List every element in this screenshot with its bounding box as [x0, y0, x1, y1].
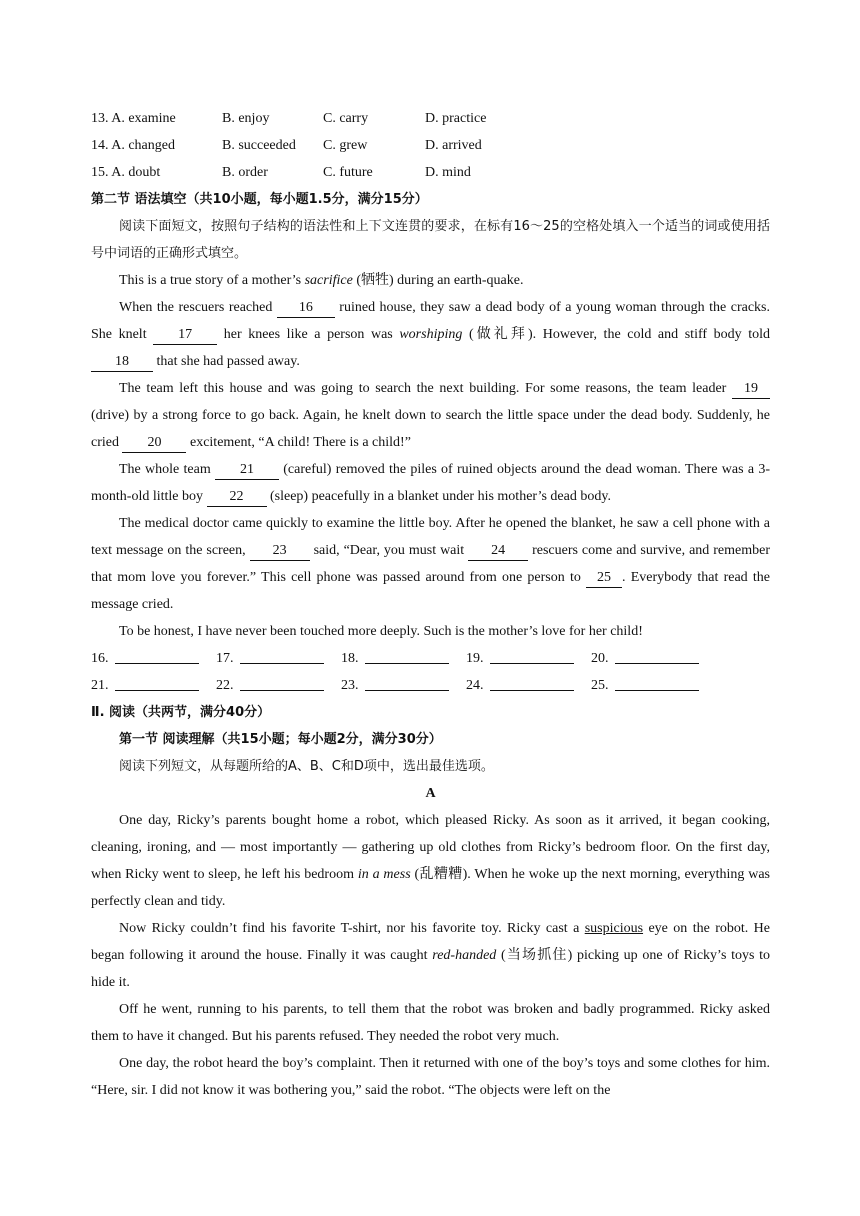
option-c: C. future	[323, 165, 373, 180]
option-row-13	[91, 105, 770, 132]
answer-underline	[240, 674, 324, 691]
blank-16: 16	[277, 299, 335, 318]
text: excitement, “A child! There is a child!”	[186, 435, 411, 450]
blank-22: 22	[207, 488, 267, 507]
text: (牺牲) during an earth-quake.	[352, 273, 524, 288]
option-c: C. grew	[323, 138, 368, 153]
italic-word: worshiping	[399, 327, 463, 342]
page-content	[91, 105, 770, 1104]
section2-instruction: 阅读下面短文，按照句子结构的语法性和上下文连贯的要求，在标有16～25的空格处填入一个适当的词或使用括号中词语的正确形式填空。	[91, 219, 770, 261]
answer-slot	[466, 645, 591, 672]
answer-slot	[341, 645, 466, 672]
answer-underline	[615, 647, 699, 664]
answer-slot	[591, 672, 716, 699]
text: that she had passed away.	[153, 354, 300, 369]
text: One day, Ricky’s parents bought home a robot, which pleased Ricky. As soon as it arrived, it began cooking, cleaning, ironing, and — most importantly — gathering up old clothes from Ricky’s bedroom floor. On the first day, when Ricky went to sleep, he left his bedroom	[91, 813, 770, 882]
text: When the rescuers reached	[119, 300, 277, 315]
blank-21: 21	[215, 461, 279, 480]
answer-number: 19.	[466, 651, 484, 666]
part2-heading: Ⅱ. 阅读（共两节，满分40分）	[91, 705, 271, 720]
blank-18: 18	[91, 353, 153, 372]
story-paragraph-2	[91, 915, 770, 996]
text: The team left this house and was going to search the next building. For some reasons, the team leader	[119, 381, 732, 396]
text: The whole team	[119, 462, 215, 477]
answer-number: 22.	[216, 678, 234, 693]
answer-number: 24.	[466, 678, 484, 693]
passage-letter: A	[425, 786, 436, 801]
text: her knees like a person was	[217, 327, 400, 342]
answer-slot	[591, 645, 716, 672]
section2-heading: 第二节 语法填空（共10小题，每小题1.5分，满分15分）	[91, 192, 428, 207]
answer-number: 20.	[591, 651, 609, 666]
option-a: 13. A. examine	[91, 111, 176, 126]
answer-underline	[115, 647, 199, 664]
text: (乱糟糟). When he woke up the next morning, everything was perfectly clean and tidy.	[91, 867, 770, 909]
italic-word: red-handed	[432, 948, 497, 963]
part2-subheading: 第一节 阅读理解（共15小题；每小题2分，满分30分）	[119, 732, 442, 747]
option-row-14	[91, 132, 770, 159]
text: Now Ricky couldn’t find his favorite T-shirt, nor his favorite toy. Ricky cast a	[119, 921, 585, 936]
option-b: B. succeeded	[222, 138, 296, 153]
answer-underline	[615, 674, 699, 691]
answer-slot	[91, 672, 216, 699]
blank-23: 23	[250, 542, 310, 561]
underlined-word: suspicious	[584, 921, 644, 936]
italic-word: sacrifice	[304, 273, 353, 288]
option-b: B. enjoy	[222, 111, 270, 126]
passage-paragraph-2	[91, 294, 770, 375]
option-b: B. order	[222, 165, 268, 180]
answer-underline	[490, 674, 574, 691]
answer-line-2	[91, 672, 770, 699]
blank-25: 25	[586, 569, 622, 588]
option-d: D. arrived	[425, 138, 482, 153]
passage-paragraph-5	[91, 510, 770, 618]
option-a: 14. A. changed	[91, 138, 175, 153]
answer-underline	[490, 647, 574, 664]
text: (当场抓住) picking up one of Ricky’s toys to hide it.	[91, 948, 771, 990]
answer-slot	[216, 645, 341, 672]
option-d: D. mind	[425, 165, 471, 180]
text: The medical doctor came quickly to examine the little boy. After he opened the blanket, he saw a cell phone with a text message on the screen,	[91, 516, 770, 558]
answer-number: 16.	[91, 651, 109, 666]
option-d: D. practice	[425, 111, 487, 126]
story-paragraph-4: One day, the robot heard the boy’s complaint. Then it returned with one of the boy’s toys and some clothes for him. “Here, sir. I did not know it was bothering you,” said the robot. “The objects were left on the	[91, 1056, 770, 1098]
answer-underline	[365, 647, 449, 664]
text: This is a true story of a mother’s	[119, 273, 305, 288]
blank-17: 17	[153, 326, 217, 345]
text: eye on the robot. He began following it around the house. Finally it was caught	[91, 921, 770, 963]
story-paragraph-3: Off he went, running to his parents, to tell them that the robot was broken and badly programmed. Ricky asked them to have it changed. But his parents refused. They needed the robot very much.	[91, 1002, 770, 1044]
text: (sleep) peacefully in a blanket under his mother’s dead body.	[266, 489, 611, 504]
text: (drive) by a strong force to go back. Again, he knelt down to search the little space under the dead body. Suddenly, he cried	[91, 408, 770, 450]
answer-number: 21.	[91, 678, 109, 693]
part2-instruction: 阅读下列短文，从每题所给的A、B、C和D项中，选出最佳选项。	[119, 759, 494, 774]
passage-paragraph-1	[91, 267, 770, 294]
answer-number: 25.	[591, 678, 609, 693]
answer-number: 18.	[341, 651, 359, 666]
blank-20: 20	[122, 434, 186, 453]
story-paragraph-1	[91, 807, 770, 915]
answer-number: 23.	[341, 678, 359, 693]
option-row-15	[91, 159, 770, 186]
text: (做礼拜). However, the cold and stiff body told	[462, 327, 770, 342]
blank-19: 19	[732, 380, 770, 399]
passage-paragraph-4	[91, 456, 770, 510]
italic-word: in a mess	[357, 867, 411, 882]
option-c: C. carry	[323, 111, 369, 126]
answer-underline	[365, 674, 449, 691]
passage-paragraph-6: To be honest, I have never been touched more deeply. Such is the mother’s love for her child!	[119, 624, 643, 639]
answer-slot	[91, 645, 216, 672]
answer-line-1	[91, 645, 770, 672]
blank-24: 24	[468, 542, 528, 561]
answer-slot	[216, 672, 341, 699]
answer-number: 17.	[216, 651, 234, 666]
text: (careful) removed the piles of ruined objects around the dead woman. There was a 3-month-old little boy	[91, 462, 770, 504]
answer-underline	[115, 674, 199, 691]
text: ruined house, they saw a dead body of a young woman through the cracks. She knelt	[91, 300, 770, 342]
passage-paragraph-3	[91, 375, 770, 456]
text: rescuers come and survive, and remember that mom love you forever.” This cell phone was passed around from one person to	[91, 543, 770, 585]
text: said, “Dear, you must wait	[309, 543, 469, 558]
answer-underline	[240, 647, 324, 664]
option-a: 15. A. doubt	[91, 165, 161, 180]
answer-slot	[466, 672, 591, 699]
text: . Everybody that read the message cried.	[91, 570, 770, 612]
answer-slot	[341, 672, 466, 699]
